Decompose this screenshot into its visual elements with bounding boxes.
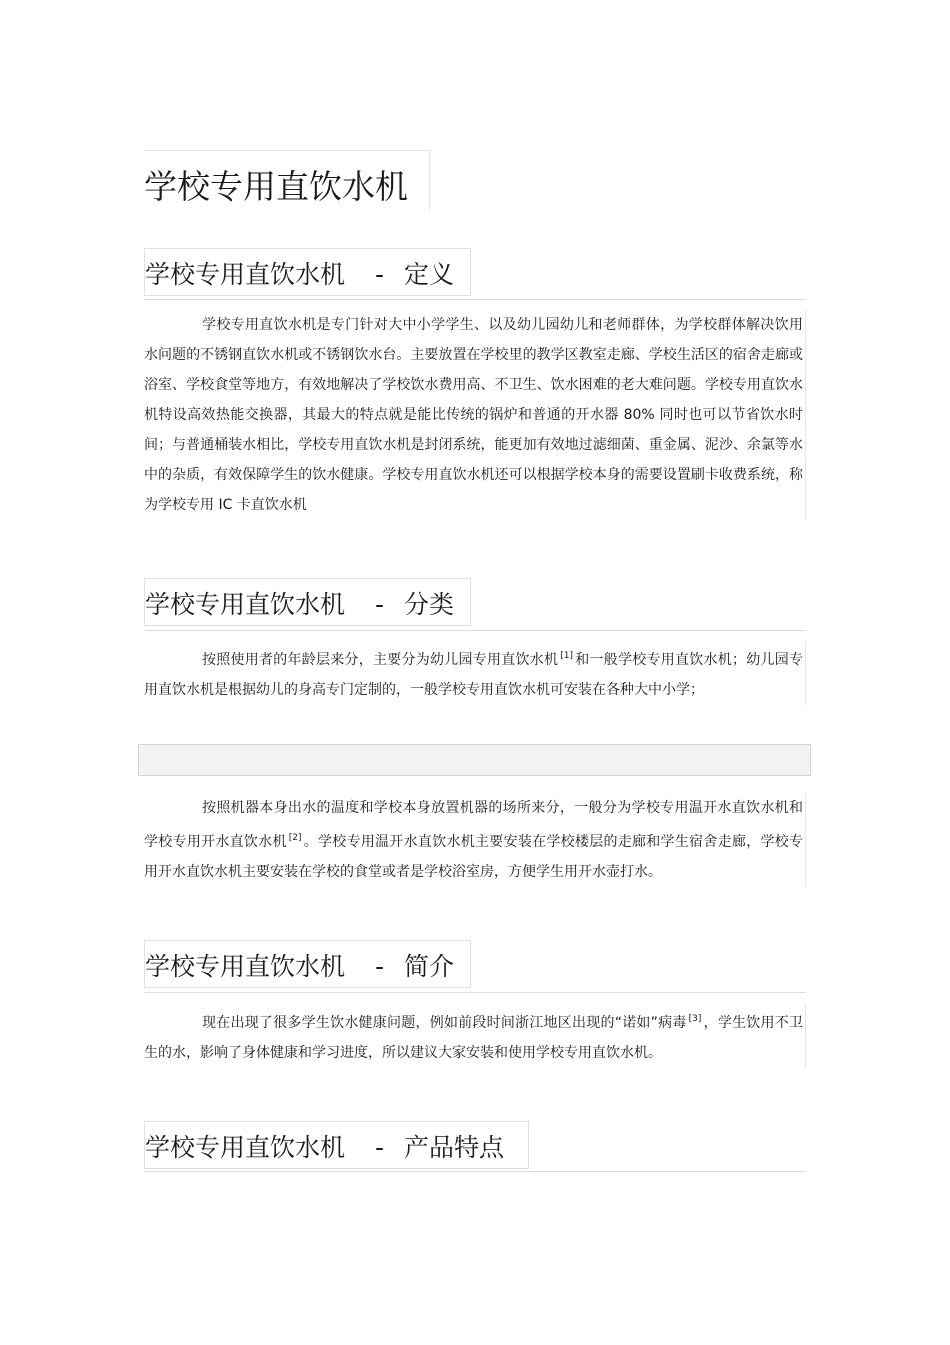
definition-paragraph: 学校专用直饮水机是专门针对大中小学学生、以及幼儿园幼儿和老师群体，为学校群体解决饮用水问题的不锈钢直饮水机或不锈钢饮水台。主要放置在学校里的教学区教室走廊、学校生活区的宿舍走廊或浴室、学校食堂等地方，有效地解决了学校饮水费用高、不卫生、饮水困难的老大难问题。学校专用直饮水机特设高效热能交换器，其最大的特点就是能比传统的锅炉和普通的开水器 80% 同时也可以节省饮水时间；与普通桶装水相比，学校专用直饮水机是封闭系统，能更加有效地过滤细菌、重金属、泥沙、余氯等水中的杂质，有效保障学生的饮水健康。学校专用直饮水机还可以根据学校本身的需要设置刷卡收费系统，称为学校专用 IC 卡直饮水机 xyxy=(144,310,806,520)
introduction-paragraph xyxy=(144,1004,806,1068)
paragraph-text: 现在出现了很多学生饮水健康问题，例如前段时间浙江地区出现的“诺如”病毒 xyxy=(202,1015,687,1031)
section-heading-classification xyxy=(144,578,471,626)
paragraph-text: 按照使用者的年龄层来分，主要分为幼儿园专用直饮水机 xyxy=(202,652,559,668)
section-heading-sub: 分类 xyxy=(404,590,455,619)
section-heading-text: 学校专用直饮水机 xyxy=(145,590,346,619)
section-heading-sub: 定义 xyxy=(404,260,455,289)
section-heading-text: 学校专用直饮水机 xyxy=(145,260,346,289)
section-heading-sub: 简介 xyxy=(404,952,455,981)
section-heading-dash: - xyxy=(375,260,385,289)
classification-paragraph-age xyxy=(144,641,806,705)
paragraph-text: ，学生饮用不卫生的水，影响了身体健康和学习进度，所以建议大家安装和使用学校专用直饮水机。 xyxy=(144,1015,803,1061)
classification-paragraph-temperature xyxy=(144,793,806,887)
citation-ref[interactable]: [3] xyxy=(688,1014,702,1024)
gray-separator-bar xyxy=(138,744,811,776)
section-divider xyxy=(144,630,806,631)
section-heading-features xyxy=(144,1121,529,1169)
section-heading-dash: - xyxy=(375,590,385,619)
page-title: 学校专用直饮水机 xyxy=(144,150,430,210)
section-heading-dash: - xyxy=(375,952,385,981)
section-divider xyxy=(144,299,806,300)
section-heading-introduction xyxy=(144,940,471,988)
paragraph-text: 按照机器本身出水的温度和学校本身放置机器的场所来分，一般分为学校专用温开水直饮水机和学校专用开水直饮水机 xyxy=(144,800,803,850)
section-heading-text: 学校专用直饮水机 xyxy=(145,952,346,981)
section-divider xyxy=(144,992,806,993)
section-divider xyxy=(144,1171,806,1172)
paragraph-text: 。学校专用温开水直饮水机主要安装在学校楼层的走廊和学生宿舍走廊，学校专用开水直饮水机主要安装在学校的食堂或者是学校浴室房，方便学生用开水壶打水。 xyxy=(144,834,804,880)
section-heading-dash: - xyxy=(375,1133,385,1162)
paragraph-text: 和一般学校专用直饮水机；幼儿园专用直饮水机是根据幼儿的身高专门定制的，一般学校专用直饮水机可安装在各种大中小学； xyxy=(144,652,803,698)
section-heading-sub: 产品特点 xyxy=(404,1133,505,1162)
section-heading-text: 学校专用直饮水机 xyxy=(145,1133,346,1162)
citation-ref[interactable]: [1] xyxy=(560,651,573,661)
citation-ref[interactable]: [2] xyxy=(288,833,302,843)
section-heading-definition xyxy=(144,248,471,296)
